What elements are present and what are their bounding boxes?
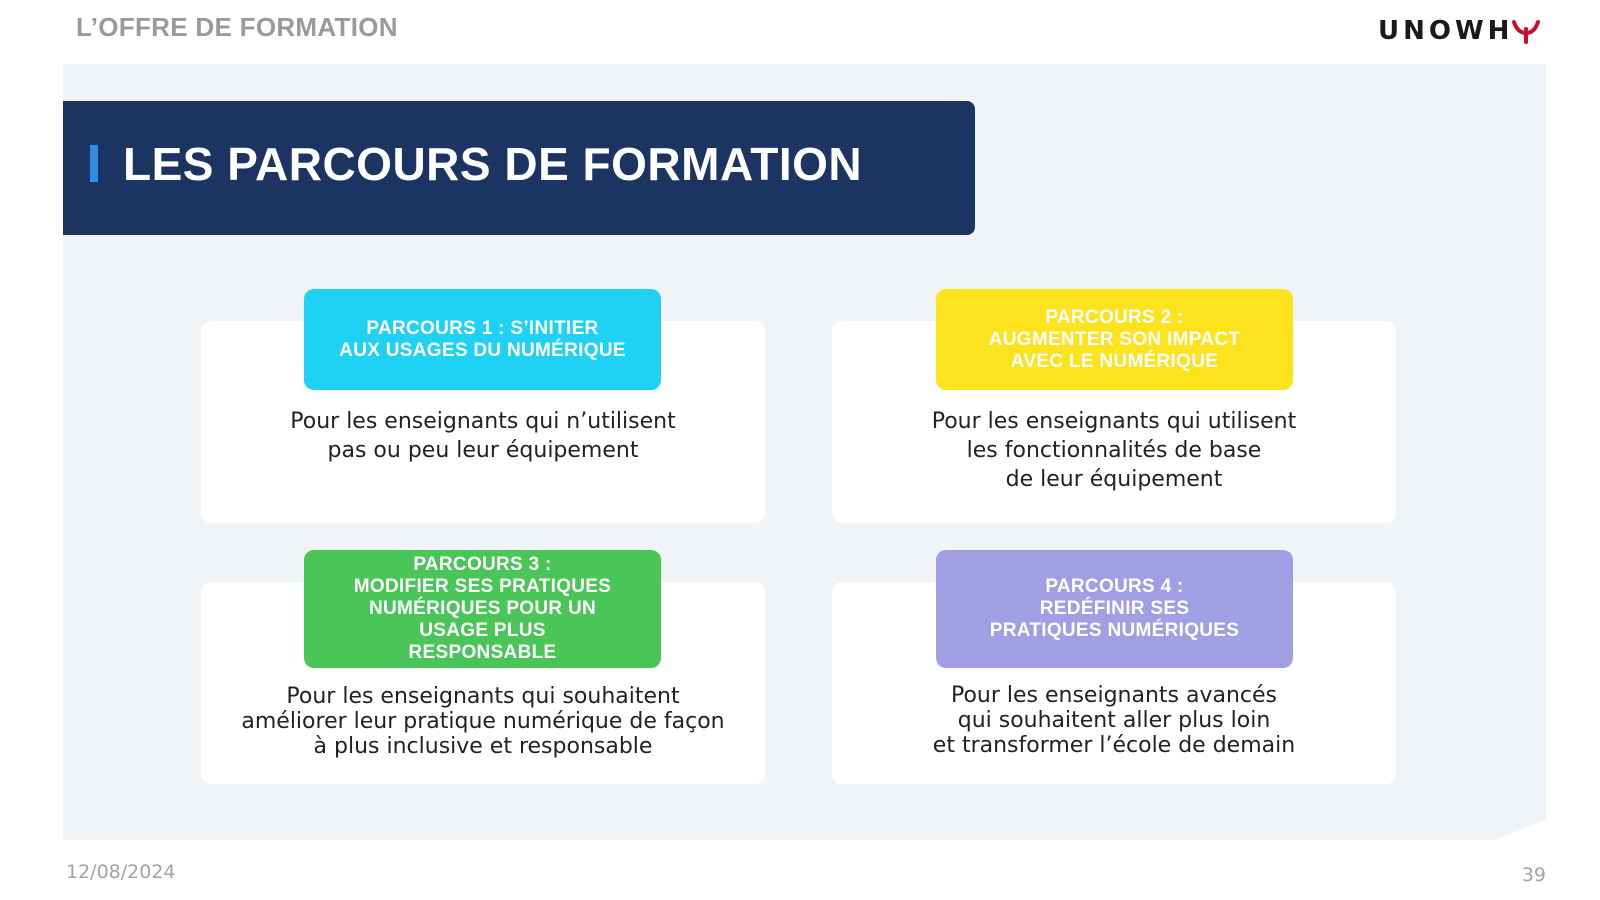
pill-title-line: PARCOURS 1 : S’INITIER — [366, 317, 599, 339]
pill-title-line: AUGMENTER SON IMPACT — [988, 328, 1241, 350]
unowhy-logo — [1378, 14, 1541, 48]
pill-title-line: PARCOURS 2 : — [1045, 306, 1184, 328]
description-line: Pour les enseignants qui n’utilisent — [290, 409, 676, 434]
banner-title: LES PARCOURS DE FORMATION — [123, 138, 863, 190]
pill-title-line: MODIFIER SES PRATIQUES — [353, 576, 612, 597]
pill-title-line: PARCOURS 4 : — [1045, 576, 1184, 597]
pill-title-line: AUX USAGES DU NUMÉRIQUE — [339, 339, 626, 361]
description-line: les fonctionnalités de base — [966, 438, 1262, 463]
description-line: de leur équipement — [1005, 467, 1223, 492]
pill-title-line: RESPONSABLE — [408, 642, 557, 663]
parcours-description-2 — [832, 407, 1396, 494]
pill-title-line: PRATIQUES NUMÉRIQUES — [989, 620, 1240, 641]
parcours-description-1 — [201, 407, 765, 465]
pill-title-line: PARCOURS 3 : — [413, 554, 552, 575]
description-line: améliorer leur pratique numérique de façon — [241, 709, 725, 734]
parcours-pill-4 — [936, 550, 1293, 668]
description-line: Pour les enseignants avancés — [950, 683, 1278, 708]
parcours-pill-2 — [936, 289, 1293, 390]
footer-date: 12/08/2024 — [66, 861, 176, 883]
description-line: et transformer l’école de demain — [932, 733, 1296, 758]
unowhy-y-mark-icon — [1511, 18, 1541, 44]
pill-title-line: NUMÉRIQUES POUR UN — [368, 598, 597, 619]
pill-title-line: USAGE PLUS — [419, 620, 546, 641]
description-line: qui souhaitent aller plus loin — [957, 708, 1271, 733]
parcours-pill-1 — [304, 289, 661, 390]
parcours-description-3 — [201, 684, 765, 759]
description-line: à plus inclusive et responsable — [313, 734, 653, 759]
title-banner — [63, 101, 975, 235]
pill-title-line: AVEC LE NUMÉRIQUE — [1010, 350, 1219, 372]
description-line: Pour les enseignants qui utilisent — [931, 409, 1297, 434]
banner-accent-bar — [90, 145, 98, 182]
description-line: pas ou peu leur équipement — [327, 438, 639, 463]
section-title: L’OFFRE DE FORMATION — [76, 12, 398, 42]
parcours-pill-3 — [304, 550, 661, 668]
logo-text: UNOWH — [1378, 16, 1514, 46]
parcours-description-4 — [832, 683, 1396, 758]
pill-title-line: REDÉFINIR SES — [1039, 598, 1190, 619]
page-number: 39 — [1521, 864, 1546, 886]
description-line: Pour les enseignants qui souhaitent — [286, 684, 680, 709]
